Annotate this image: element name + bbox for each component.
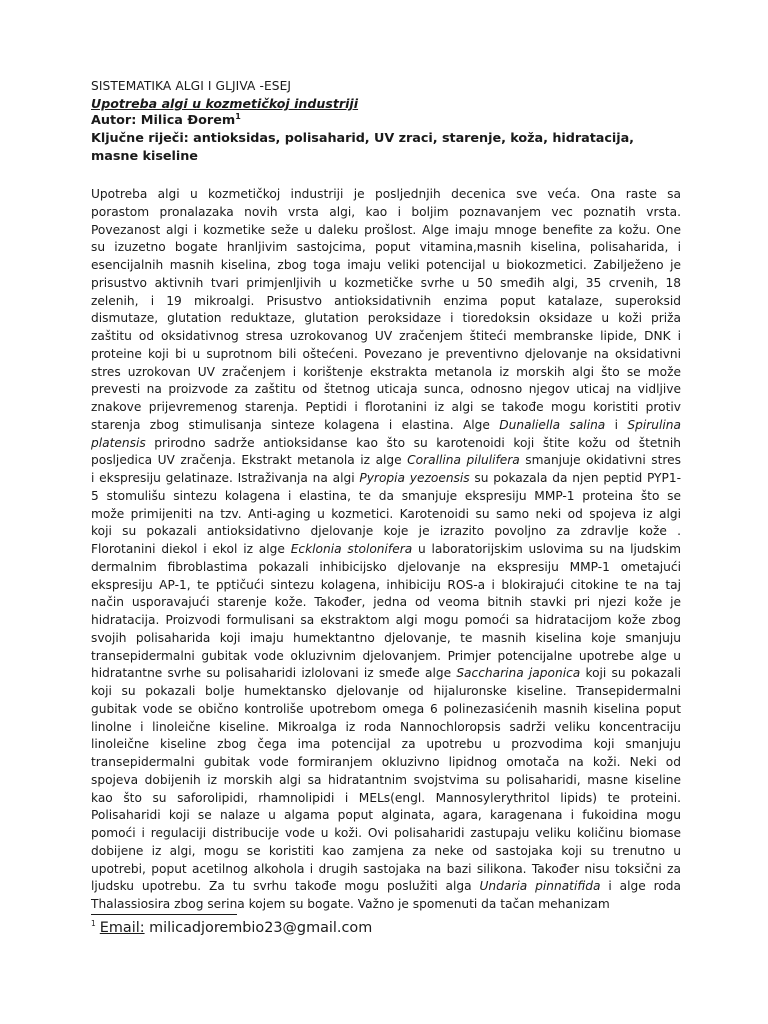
- body-line: transepidermalni gubitak vode okluzivnim djelovanjem. Primjer potencijalne upotrebe alge u: [91, 648, 681, 663]
- species-name: Undaria pinnatifida: [479, 879, 601, 894]
- footnote-divider: [91, 914, 237, 915]
- author-line: [91, 112, 681, 130]
- body-line: koji su pokazali bolje humektansko djelovanje od hijaluronske kiseline. Transepidermalni: [91, 684, 681, 698]
- body-line: kao što su saforolipidi, rhamnolipidi i MELs(engl. Mannosylerythritol lipids) te proteini.: [91, 790, 681, 805]
- body-line: upotrebi, poput acetilnog alkohola i drugih sastojaka na bazi silikona. Također nisu toksični za: [91, 861, 681, 876]
- body-line: Florotanini diekol i ekol iz alge Ecklonia stolonifera u laboratorijskim uslovima su na ljudskim: [91, 542, 681, 556]
- species-name: Ecklonia stolonifera: [290, 542, 413, 556]
- body-line: svojih polisaharida koji imaju humektantno djelovanje, te masnih kiselina koje smanjuju: [91, 630, 681, 645]
- document-page: [91, 78, 681, 914]
- body-line: prisustvo aktivnih tvari primjenljivih u kozmetičke svrhe u 50 smeđih algi, 35 crvenih, 18: [91, 275, 681, 290]
- body-line: 5 stomulišu sintezu kolagena i elastina, te da smanjuje ekspresiju MMP-1 proteina što se: [91, 488, 681, 503]
- body-line: su izuzetno bogate hranljivim sastojcima, poput vitamina,masnih kiselina, polisaharida, i: [91, 240, 681, 255]
- species-name: Dunaliella salina: [499, 417, 606, 432]
- body-line: starenja zbog stimulisanja sinteze kolagena i elastina. Alge Dunaliella salina i Spirulina: [91, 417, 681, 432]
- footnote: [91, 918, 372, 938]
- body-line: esencijalnih masnih kiselina, zbog toga imaju veliki potencijal u biokozmetici. Zabilježeno je: [91, 258, 681, 272]
- body-line: Upotreba algi u kozmetičkoj industriji je posljednjih decenica sve veća. Ona raste sa: [91, 187, 681, 201]
- body-line: koji su pokazali antioksidativno djelovanje koje je izrazito povoljno za zdravlje kože .: [91, 524, 681, 539]
- body-line: dermalnim fibroblastima pokazali inhibicijsko djelovanje na ekspresiju MMP-1 ometajući: [91, 559, 681, 574]
- body-line: linoleične kiseline zbog čega ima potencijal za upotrebu u prozvodima koji smanjuju: [91, 737, 681, 752]
- keywords-line: Ključne riječi: antioksidas, polisaharid, UV zraci, starenje, koža, hidratacija, masne kiseline: [91, 131, 634, 164]
- body-line: način usporavajući starenje kože. Također, jedna od veoma bitnih stavki pri njezi kože je: [91, 595, 681, 610]
- body-line: dobijene iz algi, mogu se koristiti kao zamjena za neke od sastojaka koji su trenutno u: [91, 843, 681, 858]
- body-line: transepidermalni gubitak vode formiranjem okluzivno lipidnog omotača na koži. Neki od: [91, 755, 681, 769]
- essay-title: Upotreba algi u kozmetičkoj industriji: [91, 96, 359, 111]
- body-line: i ekspresiju gelatinaze. Istraživanja na algi Pyropia yezoensis su pokazala da njen peptid PYP1-: [91, 471, 681, 485]
- body-line: porastom pronalazaka novih vrsta algi, kao i boljim poznavanjem vec poznatih vrsta.: [91, 204, 681, 219]
- body-line: dismutaze, glutation reduktaze, glutation peroksidaze i tioredoksin oksidaze u koži priža: [91, 311, 681, 326]
- body-line: platensis prirodno sadrže antioksidanse kao što su karotenoidi koji štite kožu od štetnih: [91, 435, 681, 450]
- body-line: linolne i linoleične kiseline. Mikroalga iz roda Nannochloropsis sadrži veliku koncentraciju: [91, 719, 681, 734]
- species-name: Spirulina: [627, 417, 681, 432]
- body-line: zelenih, i 19 mikroalgi. Prisustvo antioksidativnih enzima poput katalaze, superoksid: [91, 293, 681, 308]
- body-line: može primijeniti na tzv. Anti-aging u kozmetici. Karotenoidi su samo neki od spojeva iz algi: [91, 506, 681, 521]
- footnote-reference: 1: [235, 112, 241, 121]
- species-name: platensis: [91, 435, 146, 450]
- footnote-email-label: Email:: [99, 920, 145, 936]
- species-name: Saccharina japonica: [456, 666, 581, 681]
- body-line: hidratacija. Proizvodi formulisani sa ekstraktom algi mogu pomoći sa hidratacijom kože zbog: [91, 613, 681, 627]
- body-line: pomoći i regulaciji distribucije vode u koži. Ovi polisaharidi zastupaju veliku količinu biomase: [91, 826, 681, 840]
- body-line: proteine koji bi u suprotnom bili oštećeni. Povezano je preventivno djelovanje na oksidativni: [91, 346, 681, 361]
- body-line: Polisaharidi koji se nalaze u algama poput alginata, agara, karagenana i fukoidina mogu: [91, 808, 681, 823]
- body-line: hidratantne svrhe su polisaharidi izlolovani iz smeđe alge Saccharina japonica koji su pokazali: [91, 666, 681, 681]
- body-line: gubitak vode se obično kontroliše upotrebom omega 6 polinezasićenih masnih kiselina poput: [91, 701, 681, 716]
- author-name: Autor: Milica Đorem: [91, 113, 236, 128]
- course-heading: SISTEMATIKA ALGI I GLJIVA -ESEJ: [91, 79, 292, 93]
- body-line: znakove prijevremenog starenja. Peptidi i florotanini iz algi se takođe mogu koristiti protiv: [91, 400, 681, 414]
- species-name: Pyropia yezoensis: [359, 471, 470, 485]
- essay-body: [91, 186, 681, 914]
- body-line: zaštitu od oksidativnog stresa uzrokovanog UV zračenjem štiteći membranske lipide, DNK i: [91, 329, 681, 343]
- body-line: spojeva dobijenih iz morskih algi sa hidratantnim svojstvima su polisaharidi, masne kiseline: [91, 772, 681, 787]
- body-line: posljedica UV zračenja. Ekstrakt metanola iz alge Corallina pilulifera smanjuje okidativni stres: [91, 453, 681, 468]
- footnote-mark: 1: [91, 919, 96, 928]
- body-line: Thalassiosira zbog serina kojem su bogate. Važno je spomenuti da tačan mehanizam: [91, 897, 610, 911]
- body-line: stres uzrokovan UV zračenjem i korištenje ekstrakta metanola iz morskih algi što se može: [91, 364, 681, 379]
- body-line: ekspresiju AP-1, te pptičući sintezu kolagena, inhibiciju ROS-a i blokirajući citokine te na taj: [91, 577, 681, 592]
- body-line: ljudsku upotrebu. Za tu svrhu takođe mogu poslužiti alga Undaria pinnatifida i alge roda: [91, 879, 682, 894]
- body-line: Povezanost algi i kozmetike seže u daleku prošlost. Alge imaju mnoge benefite za kožu. One: [91, 222, 681, 237]
- body-line: prevesti na proizvode za zaštitu od štetnog uticaja sunca, odnosno njegov uticaj na vidljive: [91, 382, 681, 397]
- species-name: Corallina pilulifera: [407, 453, 520, 468]
- footnote-email: milicadjorembio23@gmail.com: [149, 920, 373, 936]
